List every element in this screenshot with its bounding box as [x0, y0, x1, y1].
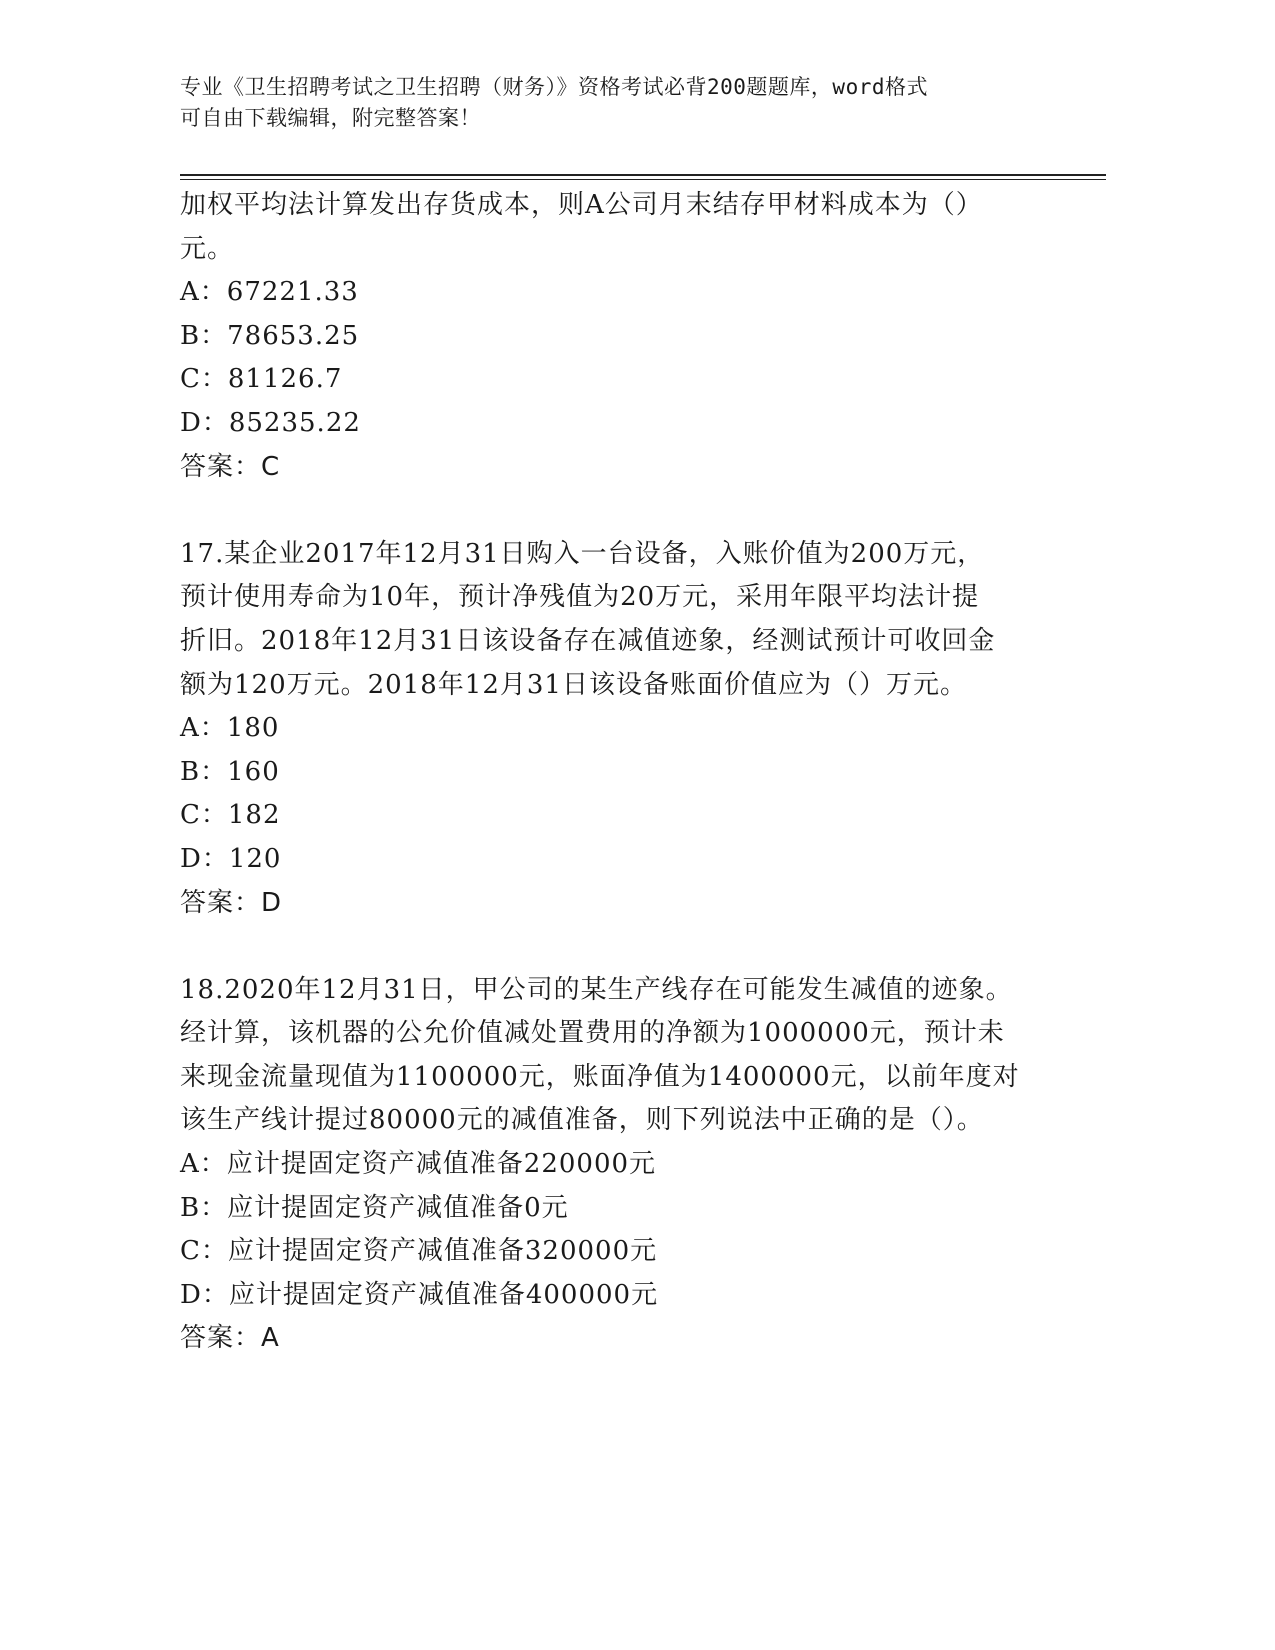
option-c: C：应计提固定资产减值准备320000元	[180, 1236, 658, 1267]
question-16-block	[180, 184, 1080, 489]
question-stem-line: 折旧。2018年12月31日该设备存在减值迹象，经测试预计可收回金	[180, 625, 996, 656]
question-stem-line: 来现金流量现值为1100000元，账面净值为1400000元，以前年度对	[180, 1061, 1020, 1092]
answer-line: 答案：D	[180, 887, 283, 918]
option-a: A：应计提固定资产减值准备220000元	[180, 1149, 657, 1180]
option-c: C：182	[180, 800, 281, 831]
header-divider-thick	[180, 174, 1106, 176]
option-b: B：应计提固定资产减值准备0元	[180, 1192, 569, 1223]
option-c: C：81126.7	[180, 364, 343, 395]
option-d: D：应计提固定资产减值准备400000元	[180, 1279, 659, 1310]
question-stem-line: 经计算，该机器的公允价值减处置费用的净额为1000000元，预计未	[180, 1018, 1005, 1049]
option-d: D：85235.22	[180, 407, 361, 438]
question-stem-line: 额为120万元。2018年12月31日该设备账面价值应为（）万元。	[180, 669, 967, 700]
answer-line: 答案：C	[180, 451, 281, 482]
question-stem-line: 该生产线计提过80000元的减值准备，则下列说法中正确的是（）。	[180, 1105, 984, 1136]
option-a: A：180	[180, 713, 280, 744]
question-17-block	[180, 533, 1080, 925]
question-18-block	[180, 969, 1080, 1361]
header-line-2: 可自由下载编辑，附完整答案！	[180, 106, 481, 130]
header-divider-thin	[180, 179, 1106, 180]
header-line-1: 专业《卫生招聘考试之卫生招聘（财务）》资格考试必背200题题库，word格式	[180, 75, 928, 99]
question-stem-line: 18.2020年12月31日，甲公司的某生产线存在可能发生减值的迹象。	[180, 974, 1013, 1005]
question-stem-line: 17.某企业2017年12月31日购入一台设备，入账价值为200万元，	[180, 538, 985, 569]
spacer	[180, 489, 1080, 533]
question-stem-line: 预计使用寿命为10年，预计净残值为20万元，采用年限平均法计提	[180, 582, 980, 613]
question-stem-line: 元。	[180, 233, 235, 264]
answer-line: 答案：A	[180, 1323, 280, 1354]
option-b: B：160	[180, 756, 280, 787]
document-header	[180, 72, 1060, 134]
document-body	[180, 184, 1080, 1361]
spacer	[180, 925, 1080, 969]
option-b: B：78653.25	[180, 320, 360, 351]
option-d: D：120	[180, 843, 282, 874]
question-stem-line: 加权平均法计算发出存货成本，则A公司月末结存甲材料成本为（）	[180, 190, 983, 220]
option-a: A：67221.33	[180, 277, 359, 308]
